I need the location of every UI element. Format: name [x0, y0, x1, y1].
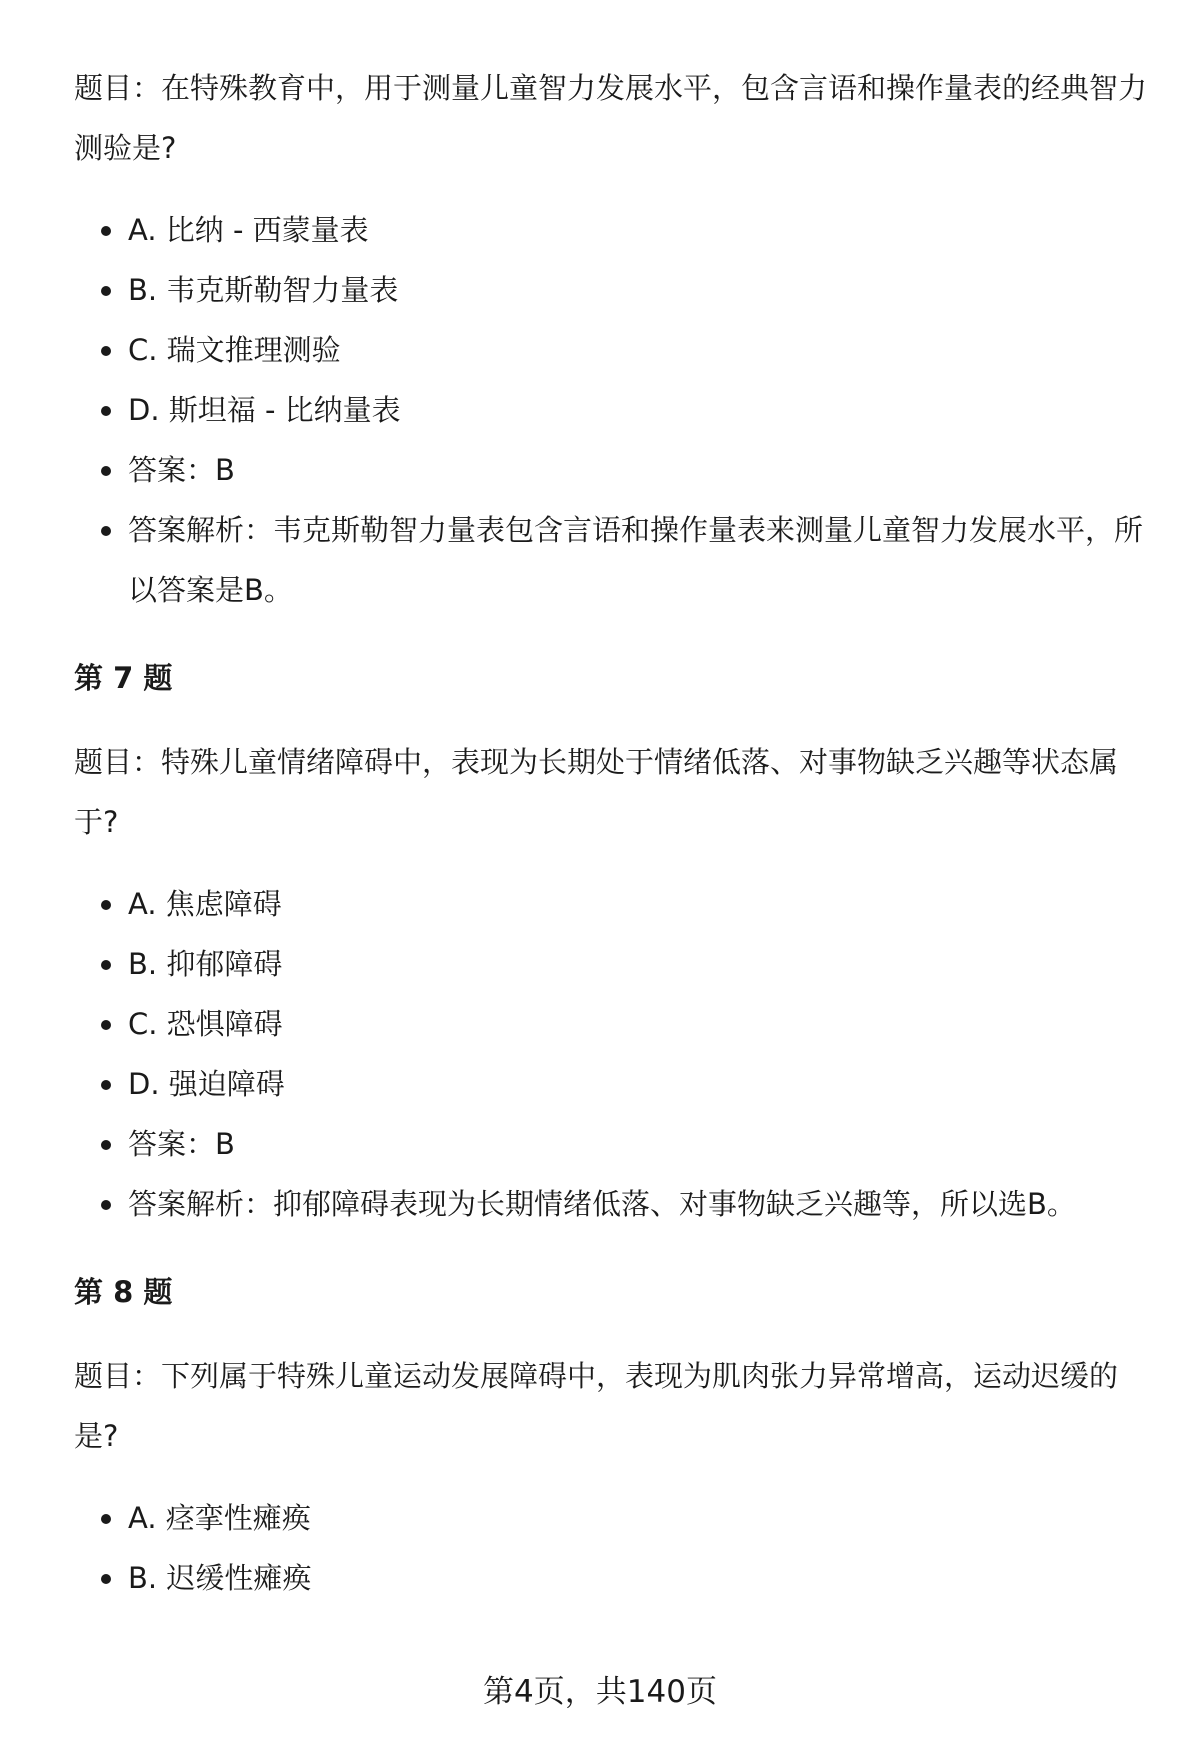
- option-text: A. 痉挛性瘫痪: [128, 1501, 311, 1535]
- explanation-text: 答案解析：抑郁障碍表现为长期情绪低落、对事物缺乏兴趣等，所以选B。: [128, 1187, 1076, 1221]
- option-text: A. 焦虑障碍: [128, 887, 282, 921]
- question-6-options: [74, 200, 1154, 620]
- bullet-icon: [101, 286, 111, 296]
- option-item: [74, 934, 1154, 994]
- bullet-icon: [101, 1200, 111, 1210]
- option-text: A. 比纳 - 西蒙量表: [128, 213, 369, 247]
- question-8-stem: 题目：下列属于特殊儿童运动发展障碍中，表现为肌肉张力异常增高，运动迟缓的是?: [74, 1359, 1119, 1453]
- explanation-item: [74, 1174, 1154, 1234]
- bullet-icon: [101, 900, 111, 910]
- question-7-heading: 第 7 题: [74, 661, 173, 695]
- bullet-icon: [101, 960, 111, 970]
- option-text: C. 瑞文推理测验: [128, 333, 341, 367]
- option-item: [74, 200, 1154, 260]
- question-6-stem: 题目：在特殊教育中，用于测量儿童智力发展水平，包含言语和操作量表的经典智力测验是?: [74, 71, 1148, 165]
- option-text: B. 抑郁障碍: [128, 947, 283, 981]
- bullet-icon: [101, 1020, 111, 1030]
- document-page: [74, 58, 1154, 1608]
- question-7-options: [74, 874, 1154, 1234]
- explanation-item: [74, 500, 1154, 620]
- option-item: [74, 260, 1154, 320]
- option-item: [74, 320, 1154, 380]
- bullet-icon: [101, 466, 111, 476]
- bullet-icon: [101, 1140, 111, 1150]
- option-item: [74, 1488, 1154, 1548]
- bullet-icon: [101, 406, 111, 416]
- option-text: D. 斯坦福 - 比纳量表: [128, 393, 401, 427]
- explanation-text: 答案解析：韦克斯勒智力量表包含言语和操作量表来测量儿童智力发展水平，所以答案是B。: [128, 513, 1144, 607]
- bullet-icon: [101, 526, 111, 536]
- question-7-stem: 题目：特殊儿童情绪障碍中，表现为长期处于情绪低落、对事物缺乏兴趣等状态属于?: [74, 745, 1119, 839]
- bullet-icon: [101, 226, 111, 236]
- question-8-options: [74, 1488, 1154, 1608]
- option-text: B. 迟缓性瘫痪: [128, 1561, 312, 1595]
- option-item: [74, 380, 1154, 440]
- bullet-icon: [101, 1574, 111, 1584]
- page-number-footer: 第4页，共140页: [483, 1674, 717, 1710]
- bullet-icon: [101, 1080, 111, 1090]
- question-8-heading: 第 8 题: [74, 1275, 173, 1309]
- option-text: D. 强迫障碍: [128, 1067, 285, 1101]
- option-item: [74, 874, 1154, 934]
- option-item: [74, 994, 1154, 1054]
- option-text: B. 韦克斯勒智力量表: [128, 273, 399, 307]
- option-item: [74, 1054, 1154, 1114]
- option-item: [74, 1548, 1154, 1608]
- bullet-icon: [101, 1514, 111, 1524]
- option-text: C. 恐惧障碍: [128, 1007, 283, 1041]
- answer-text: 答案：B: [128, 1127, 235, 1161]
- answer-text: 答案：B: [128, 453, 235, 487]
- bullet-icon: [101, 346, 111, 356]
- answer-item: [74, 440, 1154, 500]
- answer-item: [74, 1114, 1154, 1174]
